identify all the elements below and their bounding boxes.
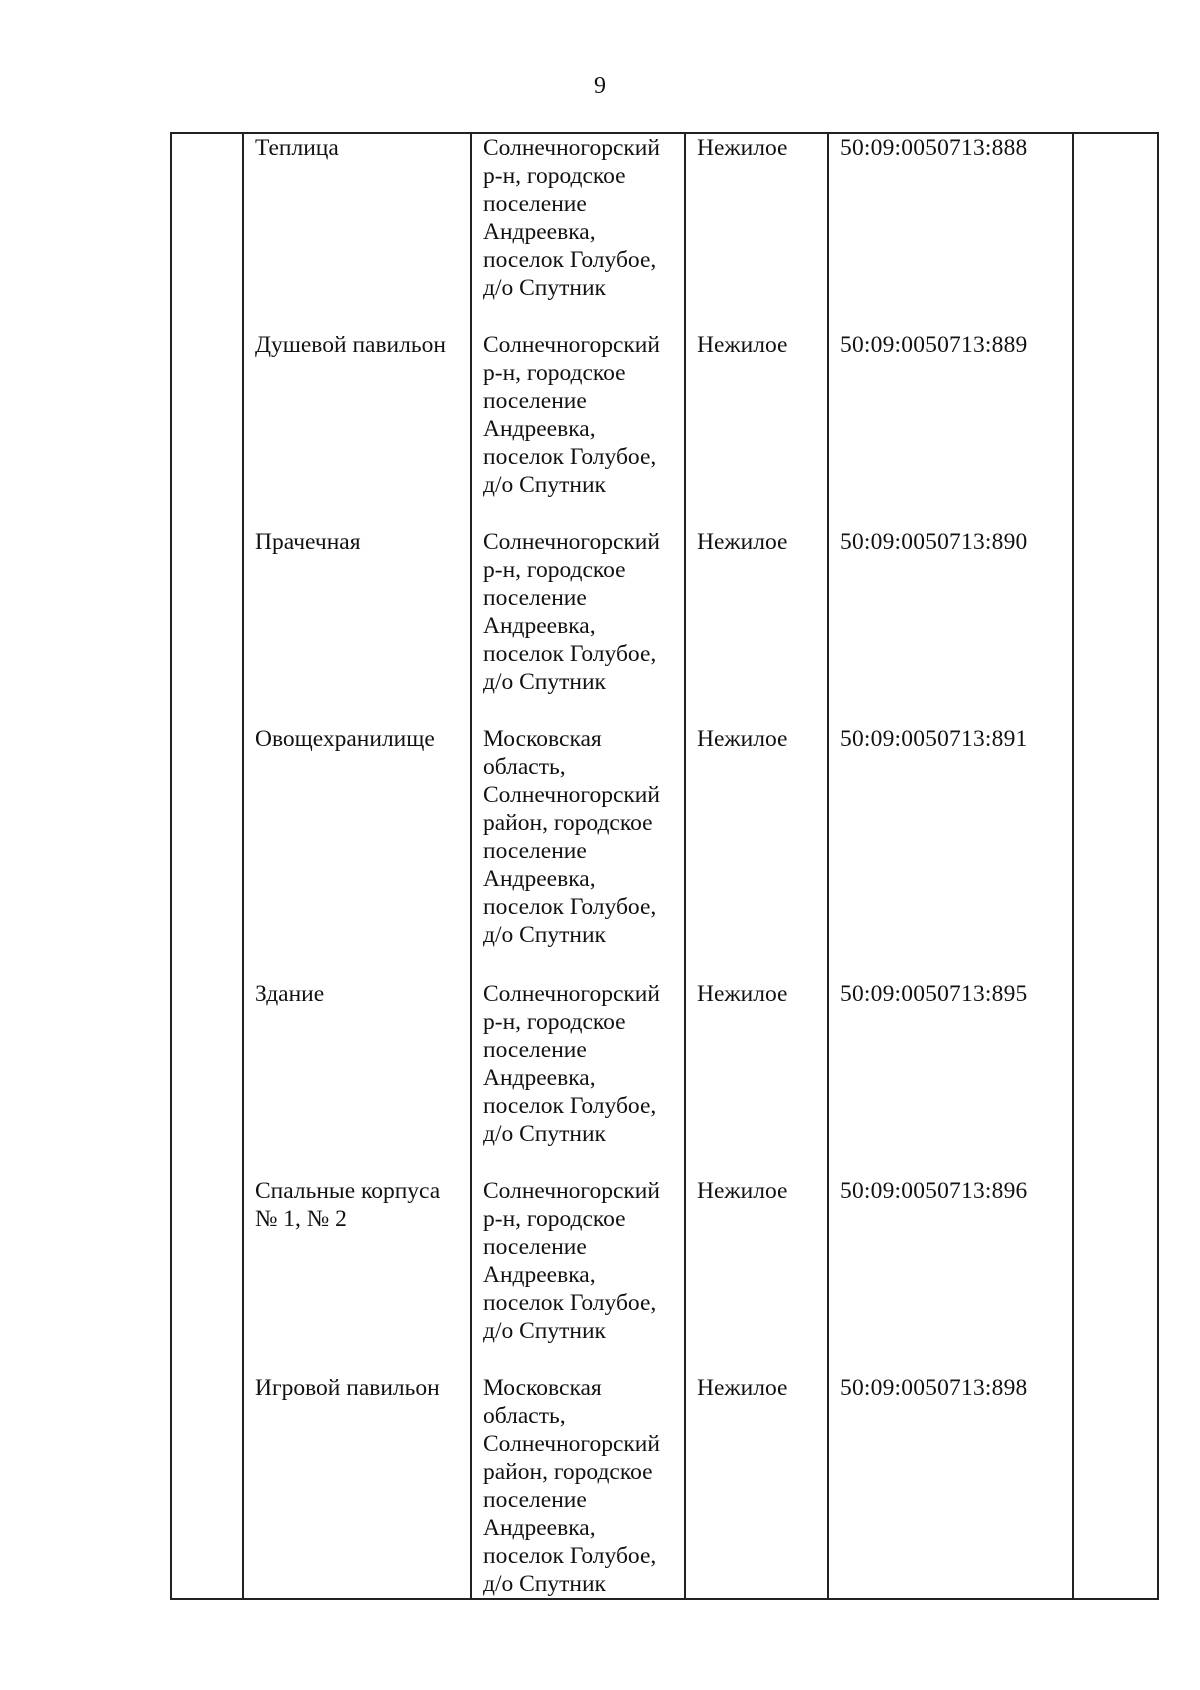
table-row — [171, 1374, 1158, 1599]
table-row — [171, 528, 1158, 725]
object-name-cell: Теплица — [243, 133, 471, 331]
cadastral-number-cell: 50:09:0050713:888 — [828, 133, 1073, 331]
row-number-cell — [171, 1374, 243, 1599]
cadastral-number-cell: 50:09:0050713:895 — [828, 980, 1073, 1177]
property-registry-table — [170, 132, 1159, 1600]
address-cell: Солнечногорский р-н, городское поселение Андреевка, поселок Голубое, д/о Спутник — [471, 133, 685, 331]
address-cell: Московская область, Солнечногорский район, городское поселение Андреевка, поселок Голубое, д/о Спутник — [471, 1374, 685, 1599]
cadastral-number-cell: 50:09:0050713:896 — [828, 1177, 1073, 1374]
extra-cell — [1073, 980, 1158, 1177]
cadastral-number-cell: 50:09:0050713:890 — [828, 528, 1073, 725]
object-name-cell: Спальные корпуса № 1, № 2 — [243, 1177, 471, 1374]
address-cell: Солнечногорский р-н, городское поселение Андреевка, поселок Голубое, д/о Спутник — [471, 331, 685, 528]
object-name-cell: Овощехранилище — [243, 725, 471, 980]
row-number-cell — [171, 725, 243, 980]
row-number-cell — [171, 528, 243, 725]
extra-cell — [1073, 133, 1158, 331]
purpose-cell: Нежилое — [685, 725, 828, 980]
cadastral-number-cell: 50:09:0050713:889 — [828, 331, 1073, 528]
page-number: 9 — [594, 73, 606, 99]
purpose-cell: Нежилое — [685, 133, 828, 331]
extra-cell — [1073, 528, 1158, 725]
row-number-cell — [171, 331, 243, 528]
extra-cell — [1073, 1177, 1158, 1374]
object-name-cell: Душевой павильон — [243, 331, 471, 528]
table-row — [171, 1177, 1158, 1374]
object-name-cell: Игровой павильон — [243, 1374, 471, 1599]
row-number-cell — [171, 980, 243, 1177]
extra-cell — [1073, 331, 1158, 528]
purpose-cell: Нежилое — [685, 1177, 828, 1374]
purpose-cell: Нежилое — [685, 331, 828, 528]
cadastral-number-cell: 50:09:0050713:898 — [828, 1374, 1073, 1599]
address-cell: Солнечногорский р-н, городское поселение Андреевка, поселок Голубое, д/о Спутник — [471, 1177, 685, 1374]
extra-cell — [1073, 725, 1158, 980]
object-name-cell: Прачечная — [243, 528, 471, 725]
object-name-cell: Здание — [243, 980, 471, 1177]
purpose-cell: Нежилое — [685, 528, 828, 725]
table-row — [171, 331, 1158, 528]
table-row — [171, 980, 1158, 1177]
purpose-cell: Нежилое — [685, 980, 828, 1177]
row-number-cell — [171, 1177, 243, 1374]
extra-cell — [1073, 1374, 1158, 1599]
address-cell: Солнечногорский р-н, городское поселение Андреевка, поселок Голубое, д/о Спутник — [471, 980, 685, 1177]
purpose-cell: Нежилое — [685, 1374, 828, 1599]
address-cell: Солнечногорский р-н, городское поселение Андреевка, поселок Голубое, д/о Спутник — [471, 528, 685, 725]
cadastral-number-cell: 50:09:0050713:891 — [828, 725, 1073, 980]
row-number-cell — [171, 133, 243, 331]
table-row — [171, 133, 1158, 331]
address-cell: Московская область, Солнечногорский район, городское поселение Андреевка, поселок Голубое, д/о Спутник — [471, 725, 685, 980]
table-row — [171, 725, 1158, 980]
